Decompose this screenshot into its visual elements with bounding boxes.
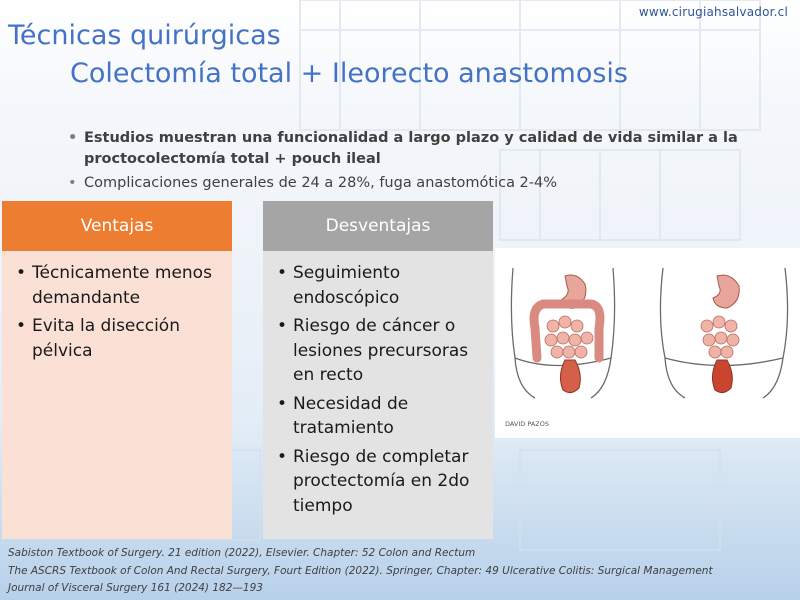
disadvantages-body [263, 251, 493, 539]
disadvantage-item: • Riesgo de cáncer o lesiones precursoras en recto [275, 314, 485, 388]
advantages-panel [2, 201, 232, 539]
anatomy-illustration [495, 248, 800, 438]
references [8, 545, 713, 598]
website-url: www.cirugiahsalvador.cl [638, 5, 788, 19]
intro-bullets [68, 128, 758, 194]
disadvantages-heading: Desventajas [263, 201, 493, 251]
slide-subtitle: Colectomía total + Ileorecto anastomosis [70, 58, 628, 89]
intro-bullet: • Estudios muestran una funcionalidad a largo plazo y calidad de vida similar a la proctocolectomía total + pouch ileal [68, 128, 758, 170]
disadvantage-item: • Seguimiento endoscópico [275, 261, 485, 310]
colectomy-diagram [495, 248, 800, 438]
advantage-item: • Evita la disección pélvica [14, 314, 224, 363]
reference-item: Journal of Visceral Surgery 161 (2024) 182—193 [8, 582, 263, 594]
disadvantage-item: • Riesgo de completar proctectomía en 2do tiempo [275, 445, 485, 519]
reference-item: Sabiston Textbook of Surgery. 21 edition (2022), Elsevier. Chapter: 52 Colon and Rectum [8, 547, 476, 559]
illustration-signature: DAVID PAZOS [505, 420, 550, 428]
slide-title: Técnicas quirúrgicas [8, 20, 281, 51]
advantages-heading: Ventajas [2, 201, 232, 251]
advantage-item: • Técnicamente menos demandante [14, 261, 224, 310]
intro-bullet: • Complicaciones generales de 24 a 28%, fuga anastomótica 2-4% [68, 173, 758, 194]
reference-item: The ASCRS Textbook of Colon And Rectal Surgery, Fourt Edition (2022). Springer, Chapter: 49 Ulcerative Colitis: Surgical Management [8, 564, 713, 577]
disadvantage-item: • Necesidad de tratamiento [275, 392, 485, 441]
disadvantages-panel [263, 201, 493, 539]
advantages-body [2, 251, 232, 539]
